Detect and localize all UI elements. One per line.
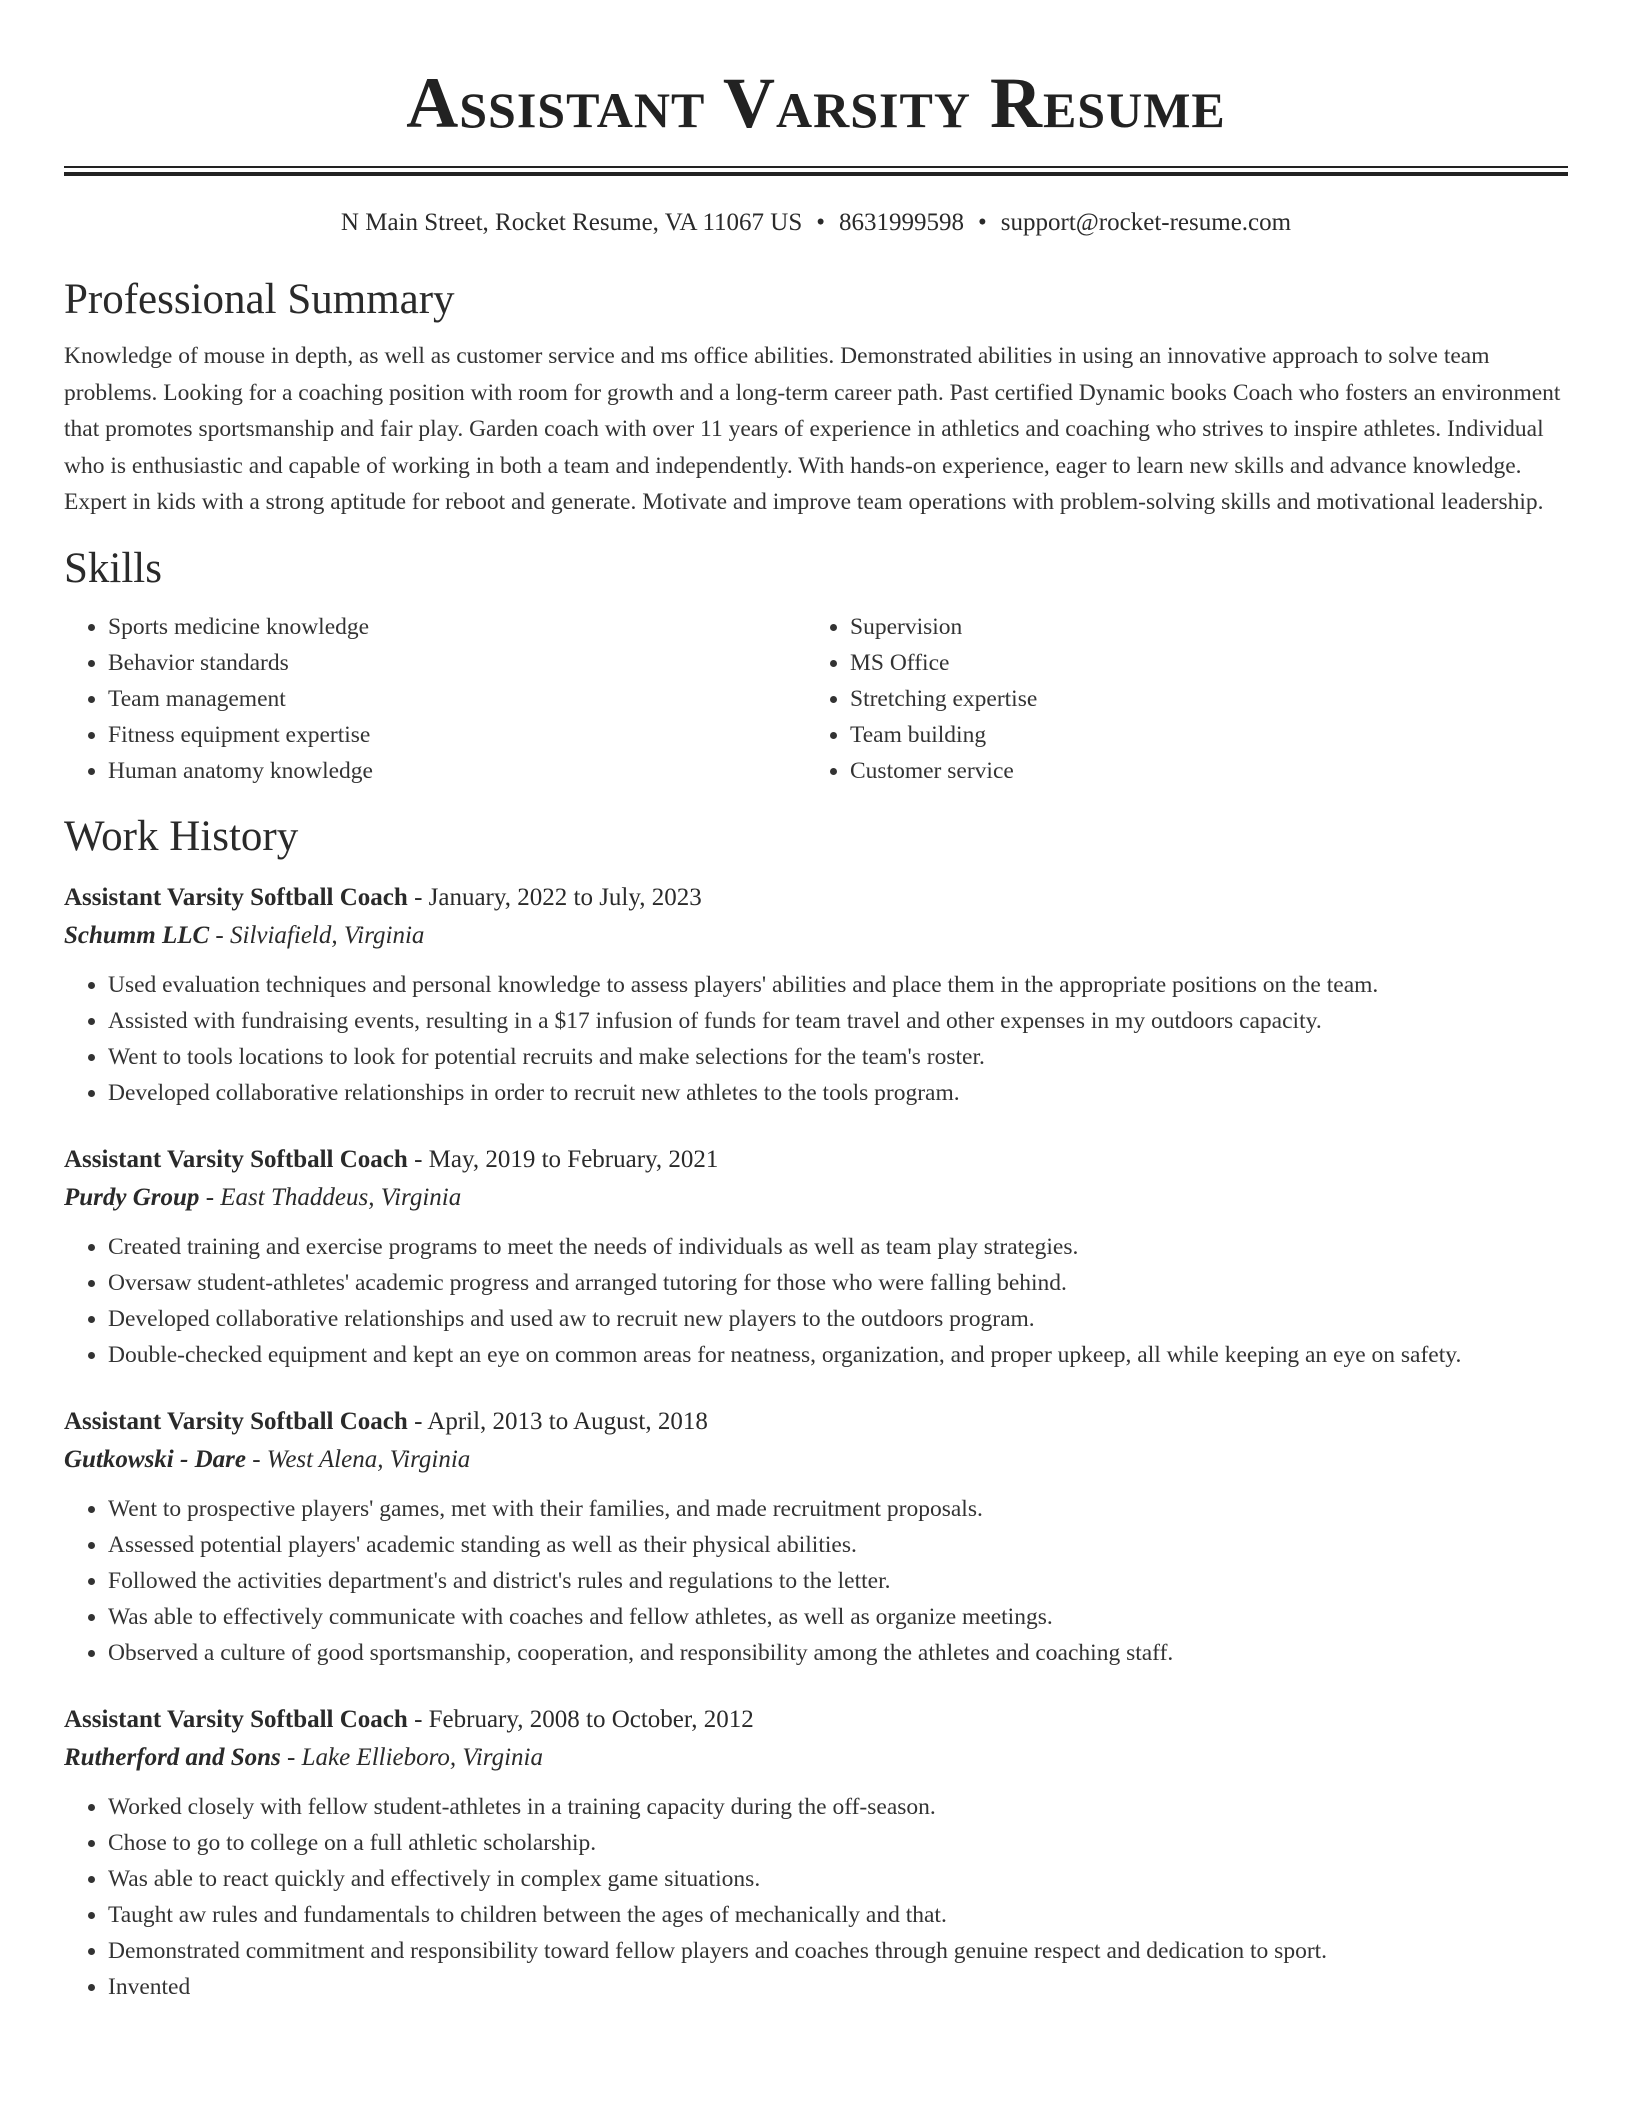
skill-item: • Team building: [850, 717, 1548, 753]
job-entry: [64, 879, 1568, 1111]
job-bullet: • Demonstrated commitment and responsibility toward fellow players and coaches through genuine respect and dedication to sport.: [108, 1933, 1568, 1969]
contact-email: support@rocket-resume.com: [1000, 209, 1292, 236]
company-location: - Lake Ellieboro, Virginia: [280, 1743, 543, 1771]
company-location: - West Alena, Virginia: [245, 1445, 471, 1473]
skill-item: • Supervision: [850, 609, 1548, 645]
job-entry: [64, 1141, 1568, 1373]
company-name: Purdy Group: [64, 1183, 200, 1211]
summary-text: Knowledge of mouse in depth, as well as customer service and ms office abilities. Demonstrated abilities in using an innovative approach to solve team problems. Looking for a coaching position with room for growth and a long-term career path. Past certified Dynamic books Coach who fosters an environment that promotes sportsmanship and fair play. Garden coach with over 11 years of experience in athletics and coaching who strives to inspire athletes. Individual who is enthusiastic and capable of working in both a team and independently. With hands-on experience, eager to learn new skills and advance knowledge. Expert in kids with a strong aptitude for reboot and generate. Motivate and improve team operations with problem-solving skills and motivational leadership.: [64, 343, 1561, 515]
job-bullet: • Was able to react quickly and effectively in complex game situations.: [108, 1861, 1568, 1897]
job-title-line: [64, 1141, 1568, 1179]
resume-page: [64, 0, 1568, 2005]
job-bullet: • Developed collaborative relationships in order to recruit new athletes to the tools program.: [108, 1075, 1568, 1111]
summary-heading: Professional Summary: [64, 276, 455, 323]
job-bullet: • Worked closely with fellow student-athletes in a training capacity during the off-season.: [108, 1789, 1568, 1825]
skill-item: • Human anatomy knowledge: [108, 753, 806, 789]
skills-column-left: [64, 609, 806, 789]
job-title-line: [64, 1701, 1568, 1739]
skill-item: • Sports medicine knowledge: [108, 609, 806, 645]
contact-address: N Main Street, Rocket Resume, VA 11067 US: [340, 209, 803, 236]
job-dates: - February, 2008 to October, 2012: [407, 1705, 754, 1733]
company-name: Schumm LLC: [64, 921, 210, 949]
job-bullet: • Was able to effectively communicate with coaches and fellow athletes, as well as organize meetings.: [108, 1599, 1568, 1635]
job-bullet: • Assisted with fundraising events, resulting in a $17 infusion of funds for team travel and other expenses in my outdoors capacity.: [108, 1003, 1568, 1039]
skills-column-right: [806, 609, 1548, 789]
work-history-heading: Work History: [64, 812, 299, 860]
company-location: - Silviafield, Virginia: [209, 921, 425, 949]
skill-item: • MS Office: [850, 645, 1548, 681]
job-bullet: • Taught aw rules and fundamentals to children between the ages of mechanically and that.: [108, 1897, 1568, 1933]
job-bullets: [64, 1491, 1568, 1671]
job-bullet: • Double-checked equipment and kept an eye on common areas for neatness, organization, and proper upkeep, all while keeping an eye on safety.: [108, 1337, 1568, 1373]
company-name: Rutherford and Sons: [64, 1743, 281, 1771]
contact-phone: 8631999598: [839, 209, 965, 236]
job-title-line: [64, 879, 1568, 917]
job-bullet: • Went to tools locations to look for potential recruits and make selections for the team's roster.: [108, 1039, 1568, 1075]
resume-title: Assistant Varsity Resume: [406, 63, 1226, 143]
job-bullet: • Used evaluation techniques and personal knowledge to assess players' abilities and place them in the appropriate positions on the team.: [108, 967, 1568, 1003]
job-title-line: [64, 1403, 1568, 1441]
contact-line: [64, 206, 1568, 240]
skill-item: • Behavior standards: [108, 645, 806, 681]
contact-separator: •: [978, 209, 987, 236]
job-bullet: • Went to prospective players' games, met with their families, and made recruitment proposals.: [108, 1491, 1568, 1527]
skill-item: • Team management: [108, 681, 806, 717]
company-name: Gutkowski - Dare: [64, 1445, 246, 1473]
job-title: Assistant Varsity Softball Coach: [64, 1705, 408, 1733]
company-line: [64, 917, 1568, 955]
company-line: [64, 1739, 1568, 1777]
job-bullets: [64, 1229, 1568, 1373]
job-entry: [64, 1403, 1568, 1671]
skill-item: • Customer service: [850, 753, 1548, 789]
job-entry: [64, 1701, 1568, 2005]
job-dates: - April, 2013 to August, 2018: [407, 1407, 708, 1435]
job-title: Assistant Varsity Softball Coach: [64, 883, 408, 911]
job-bullet: • Invented: [108, 1969, 1568, 2005]
job-bullet: • Followed the activities department's and district's rules and regulations to the letter.: [108, 1563, 1568, 1599]
skill-item: • Stretching expertise: [850, 681, 1548, 717]
contact-separator: •: [816, 209, 826, 236]
job-bullet: • Developed collaborative relationships and used aw to recruit new players to the outdoors program.: [108, 1301, 1568, 1337]
company-line: [64, 1441, 1568, 1479]
job-title: Assistant Varsity Softball Coach: [64, 1407, 408, 1435]
job-dates: - January, 2022 to July, 2023: [407, 883, 702, 911]
job-bullet: • Oversaw student-athletes' academic progress and arranged tutoring for those who were falling behind.: [108, 1265, 1568, 1301]
job-bullet: • Created training and exercise programs to meet the needs of individuals as well as team play strategies.: [108, 1229, 1568, 1265]
job-bullets: [64, 967, 1568, 1111]
skills-list: [64, 609, 1568, 789]
skills-heading: Skills: [64, 544, 162, 592]
job-bullet: • Observed a culture of good sportsmanship, cooperation, and responsibility among the athletes and coaching staff.: [108, 1635, 1568, 1671]
company-line: [64, 1179, 1568, 1217]
job-bullet: • Assessed potential players' academic standing as well as their physical abilities.: [108, 1527, 1568, 1563]
job-title: Assistant Varsity Softball Coach: [64, 1145, 408, 1173]
company-location: - East Thaddeus, Virginia: [199, 1183, 462, 1211]
skill-item: • Fitness equipment expertise: [108, 717, 806, 753]
job-bullet: • Chose to go to college on a full athletic scholarship.: [108, 1825, 1568, 1861]
job-dates: - May, 2019 to February, 2021: [407, 1145, 719, 1173]
title-divider: [64, 166, 1568, 176]
job-bullets: [64, 1789, 1568, 2005]
